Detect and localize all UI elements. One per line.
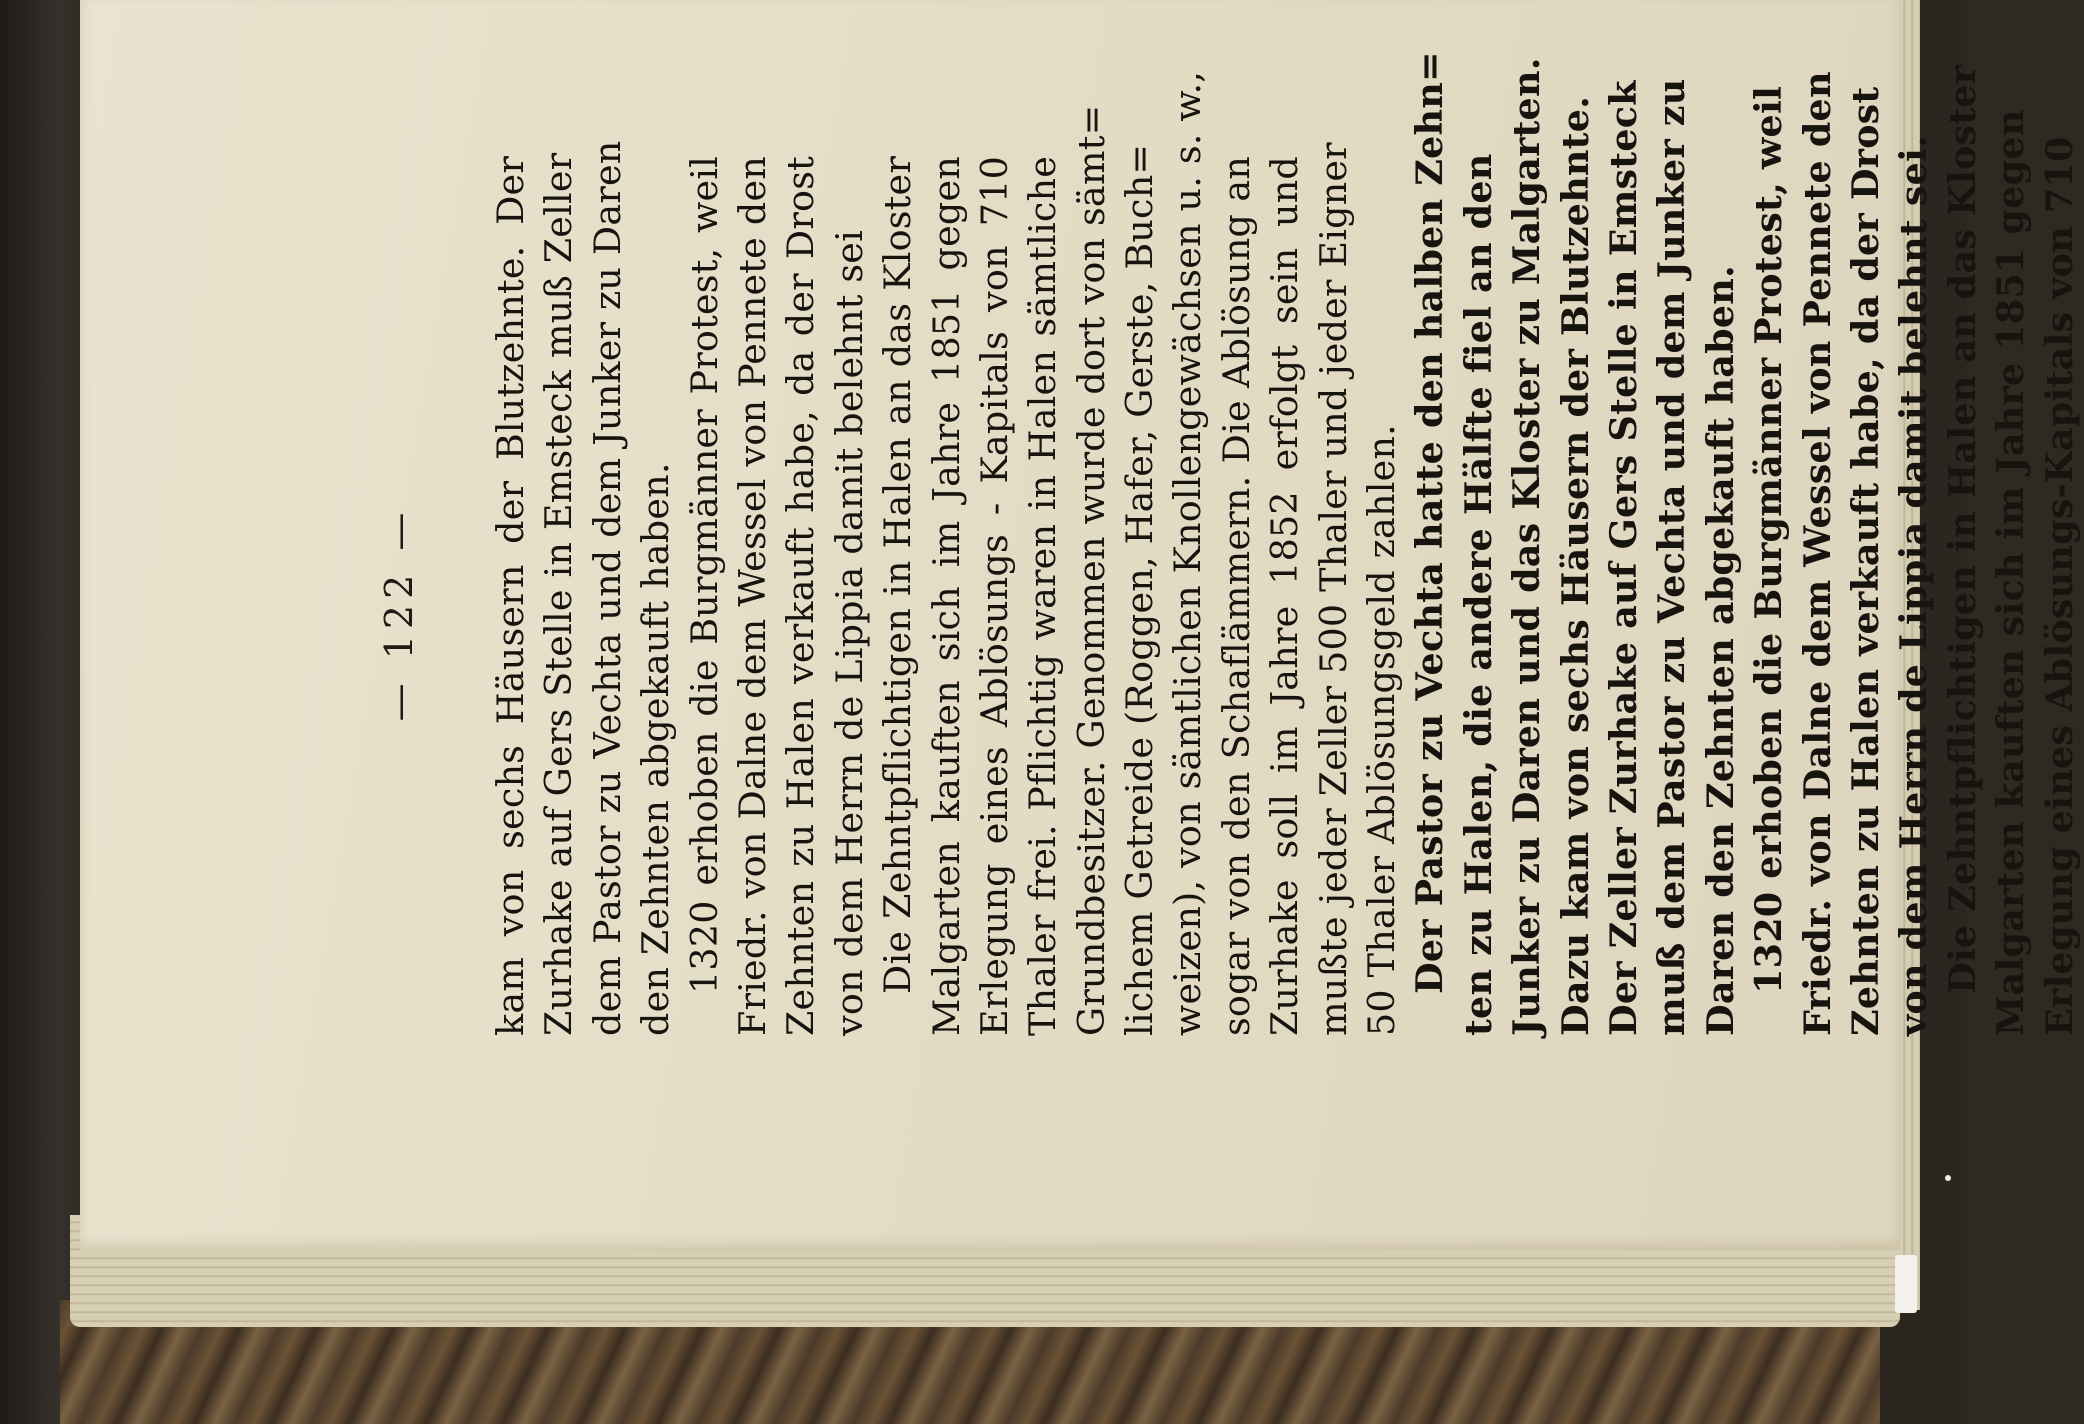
text-line: Die Zehntpflichtigen in Halen an das Kloster <box>876 156 920 994</box>
text-line: Friedr. von Dalne dem Wessel von Pennete den <box>730 156 774 1036</box>
text-line: Grundbesitzer. Genommen wurde dort von sämt= <box>1069 104 1113 1036</box>
text-line: Zurhake auf Gers Stelle in Emsteck muß Zeller <box>537 152 581 1036</box>
page-content <box>207 51 2081 1114</box>
text-line: Erlegung eines Ablösungs - Kapitals von 710 <box>972 156 1016 1036</box>
text-line: Die Zehntpflichtigen in Halen an das Kloster <box>1940 64 1984 994</box>
bookmark-tab <box>1895 1255 1917 1313</box>
page-number-header: — 122 — <box>377 506 421 722</box>
text-line: Der Zeller Zurhake auf Gers Stelle in Emsteck <box>1601 80 1645 1036</box>
text-line: Zurhake soll im Jahre 1852 erfolgt sein und <box>1263 156 1307 1036</box>
text-line: 1320 erhoben die Burgmänner Protest, weil <box>1747 85 1791 994</box>
text-line: Daren den Zehnten abgekauft haben. <box>1698 265 1742 1036</box>
text-line: lichem Getreide (Roggen, Hafer, Gerste, Buch= <box>1118 143 1162 1036</box>
text-line: Dazu kam von sechs Häusern der Blutzehnte. <box>1553 95 1597 1036</box>
text-line: 50 Thaler Ablösungsgeld zahlen. <box>1360 424 1404 1036</box>
body-text <box>487 51 2084 1036</box>
rotated-page-frame <box>207 51 2081 1114</box>
text-line: von dem Herrn de Lippia damit belehnt sei <box>827 230 871 1036</box>
text-line: mußte jeder Zeller 500 Thaler und jeder Eigner <box>1311 142 1355 1036</box>
text-line: dem Pastor zu Vechta und dem Junker zu Daren <box>585 140 629 1036</box>
text-line: Erlegung eines Ablösungs-Kapitals von 710 <box>2037 136 2081 1036</box>
text-line: von dem Herrn de Lippia damit belehnt sei. <box>1892 135 1936 1036</box>
text-line: Der Pastor zu Vechta hatte den halben Zehn= <box>1408 51 1452 994</box>
text-line: Malgarten kauften sich im Jahre 1851 gegen <box>1989 109 2033 1036</box>
text-line: weizen), von sämtlichen Knollengewächsen u. s. w., <box>1166 70 1210 1036</box>
text-line: sogar von den Schaflämmern. Die Ablösung an <box>1214 156 1258 1036</box>
paper-speck <box>1945 1175 1951 1181</box>
text-line: kam von sechs Häusern der Blutzehnte. Der <box>489 156 532 1036</box>
text-line: Zehnten zu Halen verkauft habe, da der Drost <box>1843 86 1887 1036</box>
text-line: Malgarten kauften sich im Jahre 1851 gegen <box>924 156 968 1036</box>
text-line: den Zehnten abgekauft haben. <box>634 462 678 1036</box>
text-line: 1320 erhoben die Burgmänner Protest, weil <box>682 156 726 994</box>
text-line: muß dem Pastor zu Vechta und dem Junker zu <box>1650 78 1694 1036</box>
text-line: Friedr. von Dalne dem Wessel von Pennete den <box>1795 71 1839 1036</box>
text-line: ten zu Halen, die andere Hälfte fiel an den <box>1456 153 1500 1036</box>
text-line: Thaler frei. Pflichtig waren in Halen sämtliche <box>1021 156 1065 1036</box>
text-line: Junker zu Daren und das Kloster zu Malgarten. <box>1505 57 1549 1036</box>
text-line: Zehnten zu Halen verkauft habe, da der Drost <box>779 156 823 1036</box>
